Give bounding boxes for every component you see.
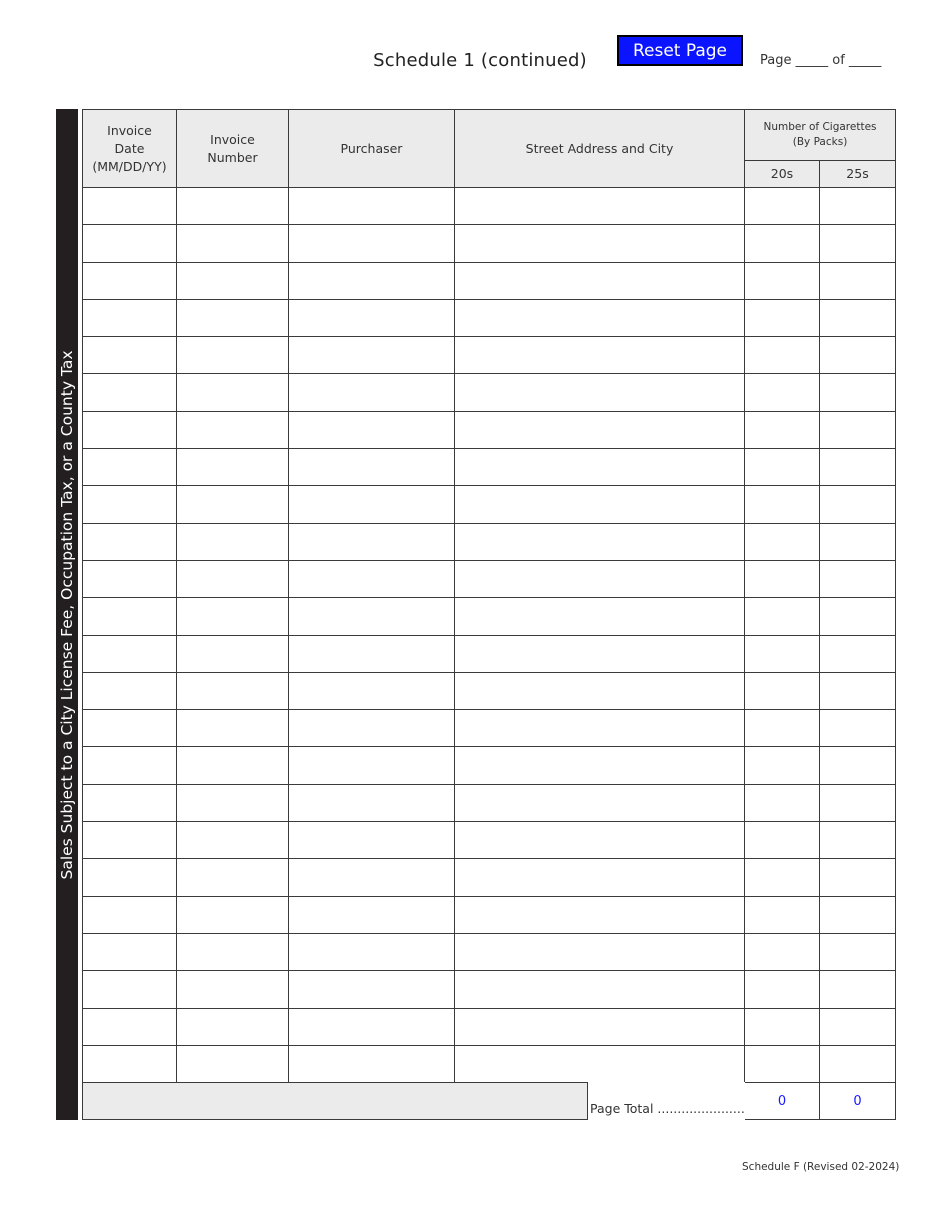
purchaser-cell[interactable] <box>289 859 455 896</box>
street-address-cell[interactable] <box>455 188 745 225</box>
invoice-date-cell[interactable] <box>83 784 177 821</box>
street-address-cell[interactable] <box>455 411 745 448</box>
table-row <box>83 262 896 299</box>
table-row <box>83 635 896 672</box>
count-25s-cell[interactable] <box>820 672 896 709</box>
purchaser-cell[interactable] <box>289 822 455 859</box>
table-row <box>83 449 896 486</box>
invoice-number-cell[interactable] <box>177 822 289 859</box>
street-address-cell[interactable] <box>455 299 745 336</box>
count-20s-cell[interactable] <box>745 225 820 262</box>
invoice-date-cell[interactable] <box>83 1008 177 1045</box>
invoice-number-cell[interactable] <box>177 523 289 560</box>
street-address-cell[interactable] <box>455 784 745 821</box>
invoice-number-cell[interactable] <box>177 896 289 933</box>
count-20s-cell[interactable] <box>745 523 820 560</box>
count-25s-cell[interactable] <box>820 896 896 933</box>
count-25s-cell[interactable] <box>820 523 896 560</box>
invoice-date-cell[interactable] <box>83 374 177 411</box>
invoice-date-cell[interactable] <box>83 971 177 1008</box>
invoice-number-cell[interactable] <box>177 635 289 672</box>
purchaser-cell[interactable] <box>289 635 455 672</box>
table-row <box>83 710 896 747</box>
purchaser-cell[interactable] <box>289 598 455 635</box>
invoice-date-cell[interactable] <box>83 225 177 262</box>
count-25s-cell[interactable] <box>820 262 896 299</box>
count-25s-cell[interactable] <box>820 560 896 597</box>
table-row <box>83 672 896 709</box>
table-row <box>83 188 896 225</box>
count-20s-cell[interactable] <box>745 560 820 597</box>
table-row <box>83 337 896 374</box>
table-row <box>83 1045 896 1082</box>
count-25s-cell[interactable] <box>820 1045 896 1082</box>
count-20s-cell[interactable] <box>745 262 820 299</box>
form-revision: Schedule F (Revised 02-2024) <box>742 1161 900 1173</box>
count-25s-cell[interactable] <box>820 337 896 374</box>
count-20s-cell[interactable] <box>745 822 820 859</box>
purchaser-cell[interactable] <box>289 523 455 560</box>
invoice-number-cell[interactable] <box>177 486 289 523</box>
invoice-number-cell[interactable] <box>177 299 289 336</box>
street-address-cell[interactable] <box>455 896 745 933</box>
count-25s-cell[interactable] <box>820 971 896 1008</box>
table-row <box>83 299 896 336</box>
purchaser-cell[interactable] <box>289 299 455 336</box>
count-25s-cell[interactable] <box>820 486 896 523</box>
sidebar-label: Sales Subject to a City License Fee, Occupation Tax, or a County Tax <box>58 350 76 879</box>
invoice-number-cell[interactable] <box>177 784 289 821</box>
invoice-date-cell[interactable] <box>83 635 177 672</box>
count-25s-cell[interactable] <box>820 822 896 859</box>
count-25s-cell[interactable] <box>820 449 896 486</box>
table-row <box>83 374 896 411</box>
count-20s-cell[interactable] <box>745 337 820 374</box>
table-row <box>83 933 896 970</box>
header-purchaser: Purchaser <box>289 110 455 188</box>
invoice-number-cell[interactable] <box>177 1045 289 1082</box>
purchaser-cell[interactable] <box>289 784 455 821</box>
invoice-date-cell[interactable] <box>83 933 177 970</box>
count-25s-cell[interactable] <box>820 299 896 336</box>
street-address-cell[interactable] <box>455 933 745 970</box>
table-row <box>83 859 896 896</box>
table-row <box>83 411 896 448</box>
street-address-cell[interactable] <box>455 374 745 411</box>
count-25s-cell[interactable] <box>820 225 896 262</box>
purchaser-cell[interactable] <box>289 411 455 448</box>
count-20s-cell[interactable] <box>745 710 820 747</box>
table-row <box>83 523 896 560</box>
invoice-number-cell[interactable] <box>177 859 289 896</box>
invoice-number-cell[interactable] <box>177 374 289 411</box>
count-20s-cell[interactable] <box>745 784 820 821</box>
purchaser-cell[interactable] <box>289 560 455 597</box>
purchaser-cell[interactable] <box>289 933 455 970</box>
purchaser-cell[interactable] <box>289 1008 455 1045</box>
street-address-cell[interactable] <box>455 747 745 784</box>
purchaser-cell[interactable] <box>289 1045 455 1082</box>
street-address-cell[interactable] <box>455 560 745 597</box>
table-row <box>83 225 896 262</box>
street-address-cell[interactable] <box>455 523 745 560</box>
invoice-date-cell[interactable] <box>83 560 177 597</box>
invoice-date-cell[interactable] <box>83 672 177 709</box>
street-address-cell[interactable] <box>455 710 745 747</box>
street-address-cell[interactable] <box>455 486 745 523</box>
purchaser-cell[interactable] <box>289 747 455 784</box>
count-25s-cell[interactable] <box>820 598 896 635</box>
count-20s-cell[interactable] <box>745 672 820 709</box>
count-20s-cell[interactable] <box>745 859 820 896</box>
count-20s-cell[interactable] <box>745 449 820 486</box>
table-row <box>83 486 896 523</box>
street-address-cell[interactable] <box>455 1008 745 1045</box>
count-20s-cell[interactable] <box>745 299 820 336</box>
total-row-fill <box>83 1083 745 1120</box>
count-25s-cell[interactable] <box>820 374 896 411</box>
table-row <box>83 747 896 784</box>
invoice-number-cell[interactable] <box>177 933 289 970</box>
count-20s-cell[interactable] <box>745 747 820 784</box>
invoice-number-cell[interactable] <box>177 971 289 1008</box>
invoice-number-cell[interactable] <box>177 411 289 448</box>
invoice-date-cell[interactable] <box>83 188 177 225</box>
page-title: Schedule 1 (continued) <box>373 50 587 71</box>
invoice-number-cell[interactable] <box>177 672 289 709</box>
purchaser-cell[interactable] <box>289 486 455 523</box>
invoice-number-cell[interactable] <box>177 560 289 597</box>
count-25s-cell[interactable] <box>820 859 896 896</box>
purchaser-cell[interactable] <box>289 374 455 411</box>
page-total-label: Page Total ...................... <box>587 1082 745 1120</box>
count-25s-cell[interactable] <box>820 411 896 448</box>
invoice-number-cell[interactable] <box>177 598 289 635</box>
page-number-field[interactable]: Page _____ of _____ <box>760 53 882 68</box>
invoice-number-cell[interactable] <box>177 1008 289 1045</box>
invoice-date-cell[interactable] <box>83 299 177 336</box>
purchaser-cell[interactable] <box>289 449 455 486</box>
street-address-cell[interactable] <box>455 1045 745 1082</box>
invoice-date-cell[interactable] <box>83 859 177 896</box>
street-address-cell[interactable] <box>455 635 745 672</box>
street-address-cell[interactable] <box>455 822 745 859</box>
street-address-cell[interactable] <box>455 859 745 896</box>
purchaser-cell[interactable] <box>289 896 455 933</box>
table-row <box>83 822 896 859</box>
street-address-cell[interactable] <box>455 262 745 299</box>
purchaser-cell[interactable] <box>289 672 455 709</box>
invoice-date-cell[interactable] <box>83 598 177 635</box>
purchaser-cell[interactable] <box>289 262 455 299</box>
purchaser-cell[interactable] <box>289 225 455 262</box>
invoice-date-cell[interactable] <box>83 523 177 560</box>
invoice-number-cell[interactable] <box>177 225 289 262</box>
header-invoice-number: Invoice Number <box>177 110 289 188</box>
count-25s-cell[interactable] <box>820 188 896 225</box>
count-20s-cell[interactable] <box>745 933 820 970</box>
count-25s-cell[interactable] <box>820 784 896 821</box>
count-20s-cell[interactable] <box>745 188 820 225</box>
invoice-number-cell[interactable] <box>177 188 289 225</box>
reset-page-button[interactable]: Reset Page <box>617 35 743 66</box>
invoice-number-cell[interactable] <box>177 337 289 374</box>
count-20s-cell[interactable] <box>745 971 820 1008</box>
count-20s-cell[interactable] <box>745 486 820 523</box>
invoice-date-cell[interactable] <box>83 896 177 933</box>
invoice-date-cell[interactable] <box>83 1045 177 1082</box>
street-address-cell[interactable] <box>455 225 745 262</box>
header-25s: 25s <box>820 161 896 188</box>
purchaser-cell[interactable] <box>289 710 455 747</box>
invoice-number-cell[interactable] <box>177 747 289 784</box>
invoice-date-cell[interactable] <box>83 747 177 784</box>
table-row <box>83 598 896 635</box>
count-20s-cell[interactable] <box>745 374 820 411</box>
invoice-date-cell[interactable] <box>83 486 177 523</box>
page-total-20s: 0 <box>745 1083 820 1120</box>
invoice-date-cell[interactable] <box>83 262 177 299</box>
purchaser-cell[interactable] <box>289 188 455 225</box>
table-row <box>83 560 896 597</box>
invoice-date-cell[interactable] <box>83 449 177 486</box>
count-20s-cell[interactable] <box>745 411 820 448</box>
count-20s-cell[interactable] <box>745 896 820 933</box>
purchaser-cell[interactable] <box>289 971 455 1008</box>
street-address-cell[interactable] <box>455 598 745 635</box>
invoice-date-cell[interactable] <box>83 337 177 374</box>
street-address-cell[interactable] <box>455 449 745 486</box>
count-20s-cell[interactable] <box>745 1045 820 1082</box>
header-number-of-cigarettes: Number of Cigarettes (By Packs) <box>745 110 896 161</box>
invoice-date-cell[interactable] <box>83 822 177 859</box>
street-address-cell[interactable] <box>455 672 745 709</box>
invoice-number-cell[interactable] <box>177 449 289 486</box>
page-total-25s: 0 <box>820 1083 896 1120</box>
count-20s-cell[interactable] <box>745 1008 820 1045</box>
purchaser-cell[interactable] <box>289 337 455 374</box>
count-25s-cell[interactable] <box>820 635 896 672</box>
header-invoice-date: Invoice Date (MM/DD/YY) <box>83 110 177 188</box>
table-row <box>83 784 896 821</box>
table-row <box>83 896 896 933</box>
count-25s-cell[interactable] <box>820 933 896 970</box>
invoice-date-cell[interactable] <box>83 411 177 448</box>
invoice-number-cell[interactable] <box>177 710 289 747</box>
header-street-address: Street Address and City <box>455 110 745 188</box>
street-address-cell[interactable] <box>455 337 745 374</box>
sales-table <box>82 109 895 1121</box>
section-sidebar <box>56 109 78 1120</box>
invoice-date-cell[interactable] <box>83 710 177 747</box>
count-25s-cell[interactable] <box>820 747 896 784</box>
count-20s-cell[interactable] <box>745 598 820 635</box>
street-address-cell[interactable] <box>455 971 745 1008</box>
table-row <box>83 971 896 1008</box>
count-20s-cell[interactable] <box>745 635 820 672</box>
table-row <box>83 1008 896 1045</box>
invoice-number-cell[interactable] <box>177 262 289 299</box>
header-20s: 20s <box>745 161 820 188</box>
count-25s-cell[interactable] <box>820 1008 896 1045</box>
count-25s-cell[interactable] <box>820 710 896 747</box>
